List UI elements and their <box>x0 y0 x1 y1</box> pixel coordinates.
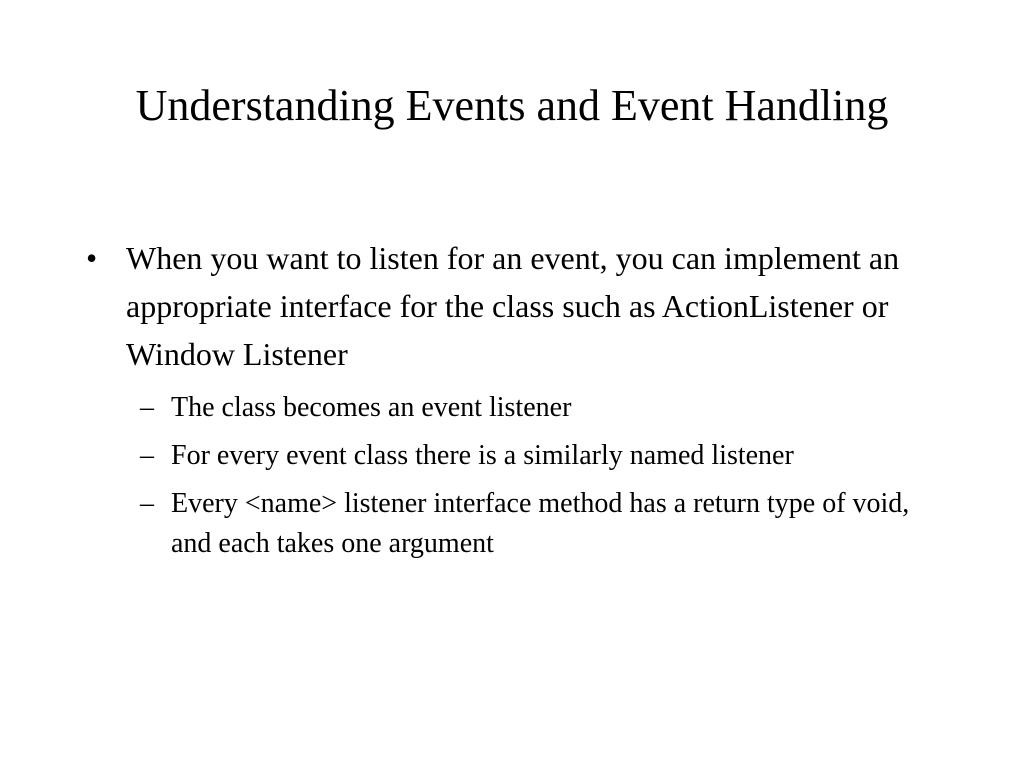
dash-icon: – <box>140 488 154 519</box>
bullet-item <box>86 234 946 378</box>
dash-icon: – <box>140 440 154 471</box>
sub-bullet-text: The class becomes an event listener <box>171 392 572 423</box>
bullet-text: When you want to listen for an event, you can implement an appropriate interface for the class such as ActionListener or Window Listener <box>126 240 900 372</box>
sub-bullet-item <box>86 388 946 428</box>
dash-icon: – <box>140 392 154 423</box>
sub-bullet-text: Every <name> listener interface method has a return type of void, and each takes one argument <box>171 488 910 559</box>
bullet-icon: • <box>86 240 98 276</box>
sub-bullet-list <box>86 388 946 564</box>
sub-bullet-text: For every event class there is a similarly named listener <box>171 440 794 471</box>
slide-title: Understanding Events and Event Handling <box>135 81 889 130</box>
sub-bullet-item <box>86 484 946 564</box>
sub-bullet-item <box>86 436 946 476</box>
slide-content <box>86 234 946 572</box>
